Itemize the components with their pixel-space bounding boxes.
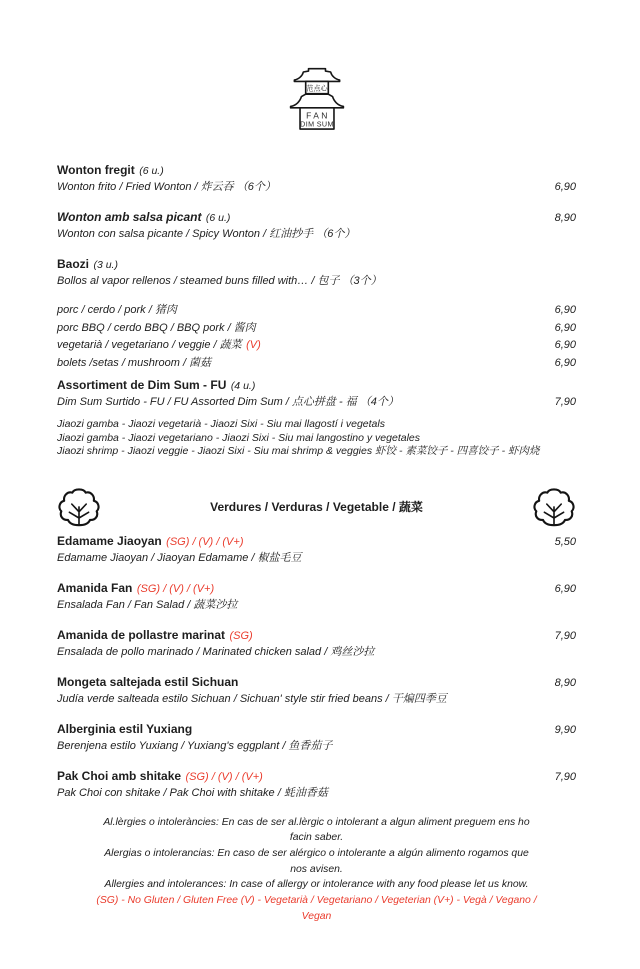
logo-chinese: 范点心: [305, 85, 328, 93]
desc-line: Jiaozi gamba - Jiaozi vegetarià - Jiaozi Sixi - Siu mai llagostí i vegetals: [57, 418, 385, 430]
baozi-variant-list: [57, 301, 576, 371]
variant-text: vegetarià / vegetariano / veggie / 蔬菜 (V): [57, 339, 261, 351]
diet-tags: (SG) / (V) / (V+): [136, 582, 215, 595]
variant-price: 6,90: [554, 356, 576, 369]
item-unit: (6 u.): [205, 212, 231, 224]
pagoda-icon: [285, 64, 349, 130]
item-subtitle: Edamame Jiaoyan / Jiaoyan Edamame / 椒盐毛豆: [57, 551, 302, 564]
variant-price: 6,90: [554, 339, 576, 351]
item-price: 6,90: [554, 582, 576, 595]
variant-row: [57, 336, 576, 354]
item-subtitle: Wonton frito / Fried Wonton / 炸云吞 （6个）: [57, 181, 276, 193]
item-title-row: [57, 674, 576, 691]
variant-price: 6,90: [554, 321, 576, 334]
item-title: Pak Choi amb shitake (SG) / (V) / (V+): [57, 768, 263, 783]
desc-line: Jiaozi gamba - Jiaozi vegetariano - Jiaozi Sixi - Siu mai langostino y vegetales: [57, 431, 421, 444]
allergy-notice: [57, 815, 576, 925]
logo-name: FAN: [305, 110, 330, 121]
item-subtitle: Ensalada Fan / Fan Salad / 蔬菜沙拉: [57, 598, 238, 611]
lettuce-icon: [57, 486, 101, 528]
item-title-row: [57, 768, 576, 785]
vegetables-section-header: [57, 484, 576, 530]
item-sub-row: [57, 226, 576, 242]
item-subtitle: Bollos al vapor rellenos / steamed buns filled with… / 包子 （3个）: [57, 275, 382, 287]
item-subtitle: Judía verde salteada estilo Sichuan / Sichuan' style stir fried beans / 干煸四季豆: [57, 692, 447, 705]
item-sub-row: [57, 273, 576, 289]
footer-legend: (SG) - No Gluten / Gluten Free (V) - Vegetarià / Vegetariano / Vegeterian (V+) - Vegà / Vegano / Vegan: [96, 895, 537, 922]
variant-text: porc / cerdo / pork / 猪肉: [57, 304, 177, 316]
variant-text: bolets /setas / mushroom / 菌菇: [57, 356, 212, 369]
item-subtitle: Wonton con salsa picante / Spicy Wonton / 红油抄手 （6个）: [57, 228, 356, 240]
diet-tags: (SG): [229, 629, 253, 642]
variant-text: porc BBQ / cerdo BBQ / BBQ pork / 酱肉: [57, 321, 256, 334]
item-unit: (6 u.): [139, 165, 164, 177]
item-price: 9,90: [554, 723, 576, 736]
variant-row: [57, 301, 576, 319]
restaurant-logo: [57, 64, 576, 130]
logo-subname: DIM SUM: [299, 120, 334, 129]
item-sub-row: [57, 597, 576, 613]
item-title: Amanida de pollastre marinat (SG): [57, 627, 253, 642]
menu-item-wonton-picant: [57, 209, 576, 242]
variant-row: [57, 319, 576, 337]
footer-line: Alergias o intolerancias: En caso de ser alérgico o intolerante a algún alimento rogamos que nos avisen.: [104, 847, 529, 875]
menu-item-alberginia: [57, 721, 576, 754]
item-subtitle: Pak Choi con shitake / Pak Choi with shitake / 蚝油香菇: [57, 786, 328, 799]
item-subtitle: Berenjena estilo Yuxiang / Yuxiang's eggplant / 鱼香茄子: [57, 739, 333, 752]
item-title: Mongeta saltejada estil Sichuan: [57, 674, 239, 689]
item-unit: (3 u.): [93, 259, 118, 271]
variant-price: 6,90: [554, 304, 576, 316]
desc-line: Jiaozi shrimp - Jiaozi veggie - Jiaozi Sixi - Siu mai shrimp & veggies 虾饺 - 素菜饺子 - 四喜饺子 - 虾肉烧: [57, 445, 540, 457]
item-price: 6,90: [554, 181, 576, 193]
item-title: Alberginia estil Yuxiang: [57, 721, 193, 736]
item-title: Wonton fregit (6 u.): [57, 163, 164, 177]
item-price: 8,90: [554, 212, 576, 224]
assortiment-description: [57, 418, 576, 459]
footer-line: Al.lèrgies o intoleràncies: En cas de ser al.lèrgic o intolerant a algun aliment preguem ens ho facin saber.: [103, 816, 530, 844]
menu-list: [57, 162, 576, 801]
section-title: Verdures / Verduras / Vegetable / 蔬菜: [210, 500, 423, 514]
diet-tags: (SG) / (V) / (V+): [166, 535, 244, 548]
item-sub-row: [57, 394, 576, 410]
item-price: 7,90: [554, 396, 576, 408]
menu-item-baozi: [57, 256, 576, 289]
item-title: Wonton amb salsa picant (6 u.): [57, 210, 231, 224]
item-sub-row: [57, 691, 576, 707]
item-price: 7,90: [554, 629, 576, 642]
item-sub-row: [57, 550, 576, 566]
diet-tags: (SG) / (V) / (V+): [185, 770, 263, 783]
item-title-row: [57, 256, 576, 273]
menu-item-mongeta: [57, 674, 576, 707]
menu-item-pak-choi: [57, 768, 576, 801]
item-sub-row: [57, 738, 576, 754]
menu-item-wonton-fregit: [57, 162, 576, 195]
variant-tag: (V): [246, 339, 261, 351]
variant-row: [57, 354, 576, 372]
item-title: Baozi (3 u.): [57, 257, 118, 271]
item-title-row: [57, 580, 576, 597]
item-price: 5,50: [554, 535, 576, 548]
lettuce-icon: [532, 486, 576, 528]
item-sub-row: [57, 179, 576, 195]
item-title-row: [57, 162, 576, 179]
footer-line: Allergies and intolerances: In case of allergy or intolerance with any food please let us know.: [104, 879, 529, 891]
item-price: 8,90: [554, 676, 576, 689]
item-title-row: [57, 209, 576, 226]
item-title: Assortiment de Dim Sum - FU (4 u.): [57, 378, 256, 392]
item-sub-row: [57, 644, 576, 660]
item-title-row: [57, 721, 576, 738]
menu-page: [0, 64, 640, 924]
item-price: 7,90: [554, 770, 576, 783]
menu-item-edamame: [57, 533, 576, 566]
item-unit: (4 u.): [230, 380, 256, 392]
menu-item-amanida-fan: [57, 580, 576, 613]
menu-item-amanida-pollastre: [57, 627, 576, 660]
item-title-row: [57, 627, 576, 644]
item-subtitle: Dim Sum Surtido - FU / FU Assorted Dim Sum / 点心拼盘 - 福 （4个）: [57, 396, 399, 408]
item-title-row: [57, 533, 576, 550]
item-title: Edamame Jiaoyan (SG) / (V) / (V+): [57, 533, 244, 548]
menu-item-assortiment: [57, 377, 576, 410]
item-title: Amanida Fan (SG) / (V) / (V+): [57, 580, 215, 595]
item-sub-row: [57, 785, 576, 801]
item-subtitle: Ensalada de pollo marinado / Marinated chicken salad / 鸡丝沙拉: [57, 645, 375, 658]
item-title-row: [57, 377, 576, 394]
